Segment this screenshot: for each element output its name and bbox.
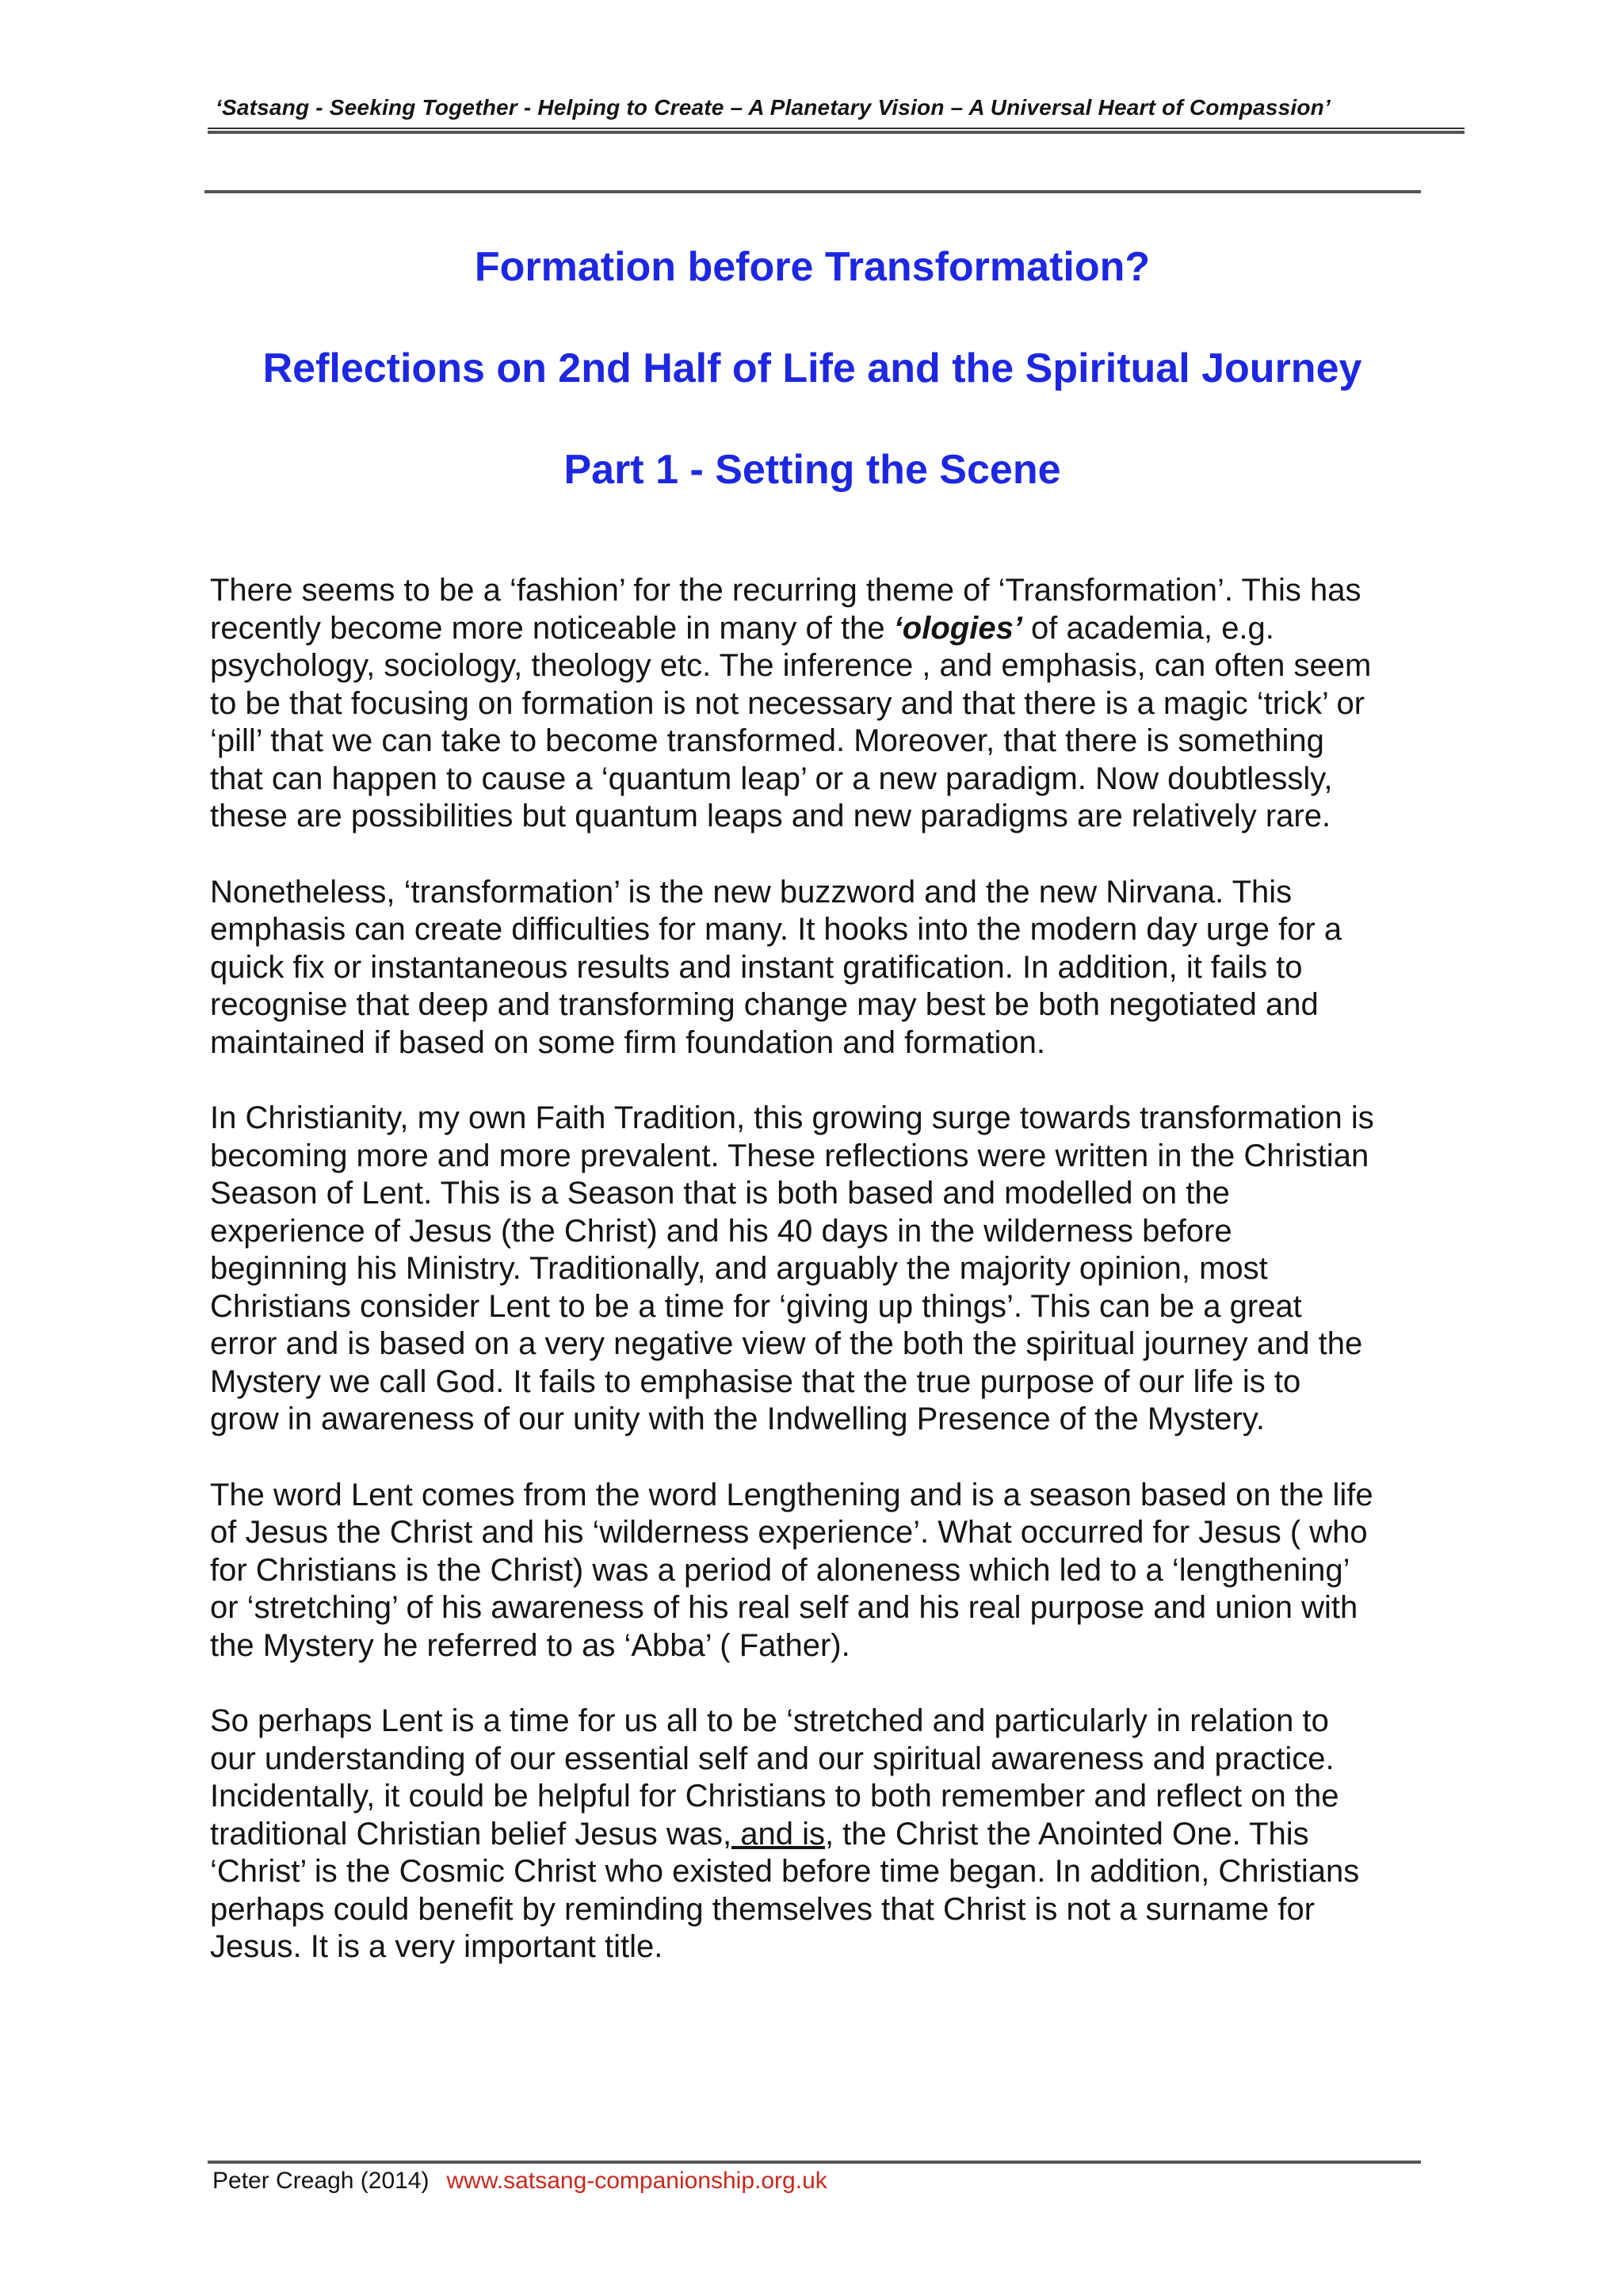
text-line: our understanding of our essential self and our spiritual awareness and practice. — [210, 1741, 1335, 1776]
text-line: becoming more and more prevalent. These reflections were written in the Christian — [210, 1138, 1369, 1173]
text-line: emphasis can create difficulties for many. It hooks into the modern day urge for a — [210, 912, 1342, 947]
text-line: recognise that deep and transforming change may best be both negotiated and — [210, 987, 1319, 1022]
text-line: error and is based on a very negative view of the both the spiritual journey and the — [210, 1326, 1363, 1361]
text-line: for Christians is the Christ) was a period of aloneness which led to a ‘lengthening’ — [210, 1552, 1350, 1588]
body-text — [210, 572, 1430, 2004]
part-title: Part 1 - Setting the Scene — [563, 447, 1061, 493]
text-line: or ‘stretching’ of his awareness of his real self and his real purpose and union with — [210, 1590, 1358, 1625]
paragraph-2 — [210, 874, 1430, 1062]
footer-website-link[interactable]: www.satsang-companionship.org.uk — [446, 2168, 827, 2194]
text-line: Incidentally, it could be helpful for Christians to both remember and reflect on the — [210, 1779, 1339, 1814]
text-run: recently become more noticeable in many of the — [210, 610, 894, 646]
footer-rule — [208, 2161, 1421, 2164]
text-line: grow in awareness of our unity with the Indwelling Presence of the Mystery. — [210, 1402, 1266, 1436]
paragraph-5 — [210, 1703, 1430, 1966]
text-line: There seems to be a ‘fashion’ for the recurring theme of ‘Transformation’. This has — [210, 573, 1361, 608]
page-title: Formation before Transformation? — [474, 244, 1151, 290]
text-line: beginning his Ministry. Traditionally, and arguably the majority opinion, most — [210, 1251, 1268, 1286]
text-line: Mystery we call God. It fails to emphasise that the true purpose of our life is to — [210, 1363, 1301, 1399]
text-run: , the Christ the Anointed One. This — [824, 1816, 1309, 1852]
paragraph-4 — [210, 1477, 1430, 1665]
text-line: these are possibilities but quantum leaps and new paradigms are relatively rare. — [210, 799, 1331, 833]
title-block — [206, 242, 1419, 547]
text-line: the Mystery he referred to as ‘Abba’ ( Father). — [210, 1627, 850, 1663]
footer — [212, 2168, 827, 2195]
text-line: of Jesus the Christ and his ‘wilderness experience’. What occurred for Jesus ( who — [210, 1515, 1368, 1550]
text-line: that can happen to cause a ‘quantum leap’ or a new paradigm. Now doubtlessly, — [210, 761, 1333, 796]
text-line: maintained if based on some firm foundation and formation. — [210, 1024, 1045, 1060]
text-run: of academia, e.g. — [1022, 610, 1274, 646]
paragraph-3 — [210, 1100, 1430, 1439]
text-run: traditional Christian belief Jesus was — [210, 1816, 723, 1852]
text-line: ‘pill’ that we can take to become transformed. Moreover, that there is something — [210, 723, 1324, 758]
header-rule-bottom — [208, 131, 1465, 134]
text-line: In Christianity, my own Faith Tradition, this growing surge towards transformation is — [210, 1100, 1374, 1135]
title-separator-rule — [204, 190, 1421, 193]
text-line: Season of Lent. This is a Season that is both based and modelled on the — [210, 1176, 1230, 1211]
text-line: to be that focusing on formation is not necessary and that there is a magic ‘trick’ or — [210, 685, 1365, 721]
text-line: ‘Christ’ is the Cosmic Christ who existed before time began. In addition, Christians — [210, 1854, 1360, 1889]
page-subtitle: Reflections on 2nd Half of Life and the Spiritual Journey — [262, 345, 1362, 391]
text-line: The word Lent comes from the word Lengthening and is a season based on the life — [210, 1477, 1373, 1512]
header-tagline: ‘Satsang - Seeking Together - Helping to Create – A Planetary Vision – A Universal Heart of Compassion’ — [216, 95, 1331, 120]
text-line: quick fix or instantaneous results and instant gratification. In addition, it fails to — [210, 949, 1303, 985]
text-line: Christians consider Lent to be a time for ‘giving up things’. This can be a great — [210, 1288, 1302, 1324]
text-line: Jesus. It is a very important title. — [210, 1929, 663, 1964]
text-line: psychology, sociology, theology etc. The inference , and emphasis, can often seem — [210, 648, 1372, 683]
text-line: perhaps could benefit by reminding themselves that Christ is not a surname for — [210, 1891, 1316, 1927]
emphasis-ologies: ‘ologies’ — [893, 610, 1022, 646]
underlined-and-is: , and is — [722, 1816, 825, 1852]
text-line — [210, 610, 1430, 648]
footer-author: Peter Creagh (2014) — [212, 2168, 430, 2194]
text-line: Nonetheless, ‘transformation’ is the new buzzword and the new Nirvana. This — [210, 874, 1293, 910]
text-line: experience of Jesus (the Christ) and his 40 days in the wilderness before — [210, 1213, 1232, 1249]
text-line: So perhaps Lent is a time for us all to be ‘stretched and particularly in relation to — [210, 1703, 1329, 1738]
header-rule-top — [208, 128, 1465, 129]
text-line — [210, 1816, 1430, 1854]
paragraph-1 — [210, 572, 1430, 836]
